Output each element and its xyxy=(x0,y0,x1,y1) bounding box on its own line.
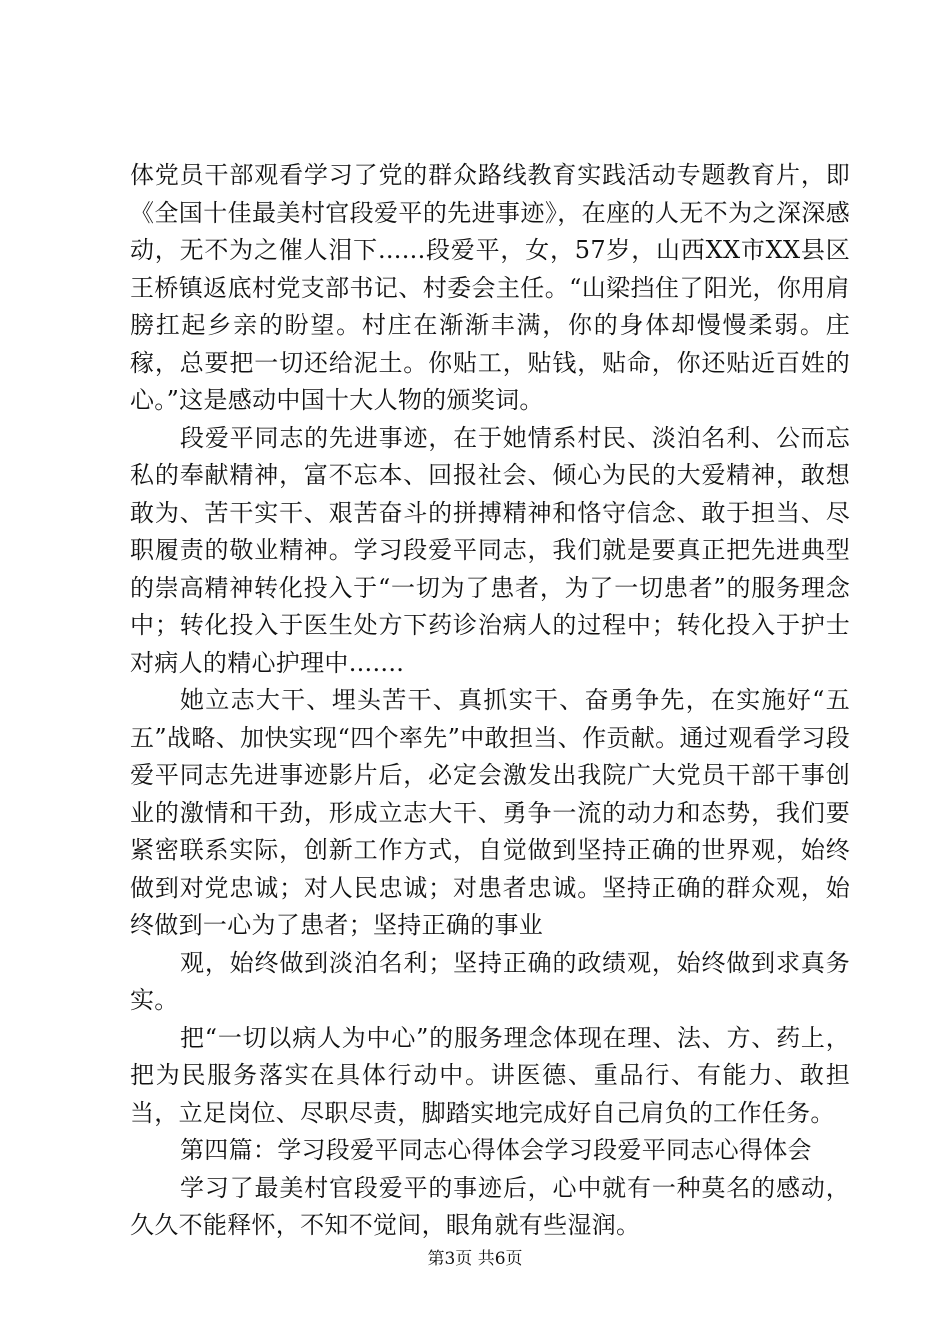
paragraph-3: 她立志大干、埋头苦干、真抓实干、奋勇争先，在实施好“五五”战略、加快实现“四个率先”中敢担当、作贡献。通过观看学习段爱平同志先进事迹影片后，必定会激发出我院广大党员干部干事创业的激情和干劲，形成立志大干、勇争一流的动力和态势，我们要紧密联系实际，创新工作方式，自觉做到坚持正确的世界观，始终做到对党忠诚；对人民忠诚；对患者忠诚。坚持正确的群众观，始终做到一心为了患者；坚持正确的事业 xyxy=(130,686,850,939)
paragraph-4: 观，始终做到淡泊名利；坚持正确的政绩观，始终做到求真务实。 xyxy=(130,948,850,1014)
paragraph-2: 段爱平同志的先进事迹，在于她情系村民、淡泊名利、公而忘私的奉献精神，富不忘本、回报社会、倾心为民的大爱精神，敢想敢为、苦干实干、艰苦奋斗的拼搏精神和恪守信念、敢于担当、尽职履责的敬业精神。学习段爱平同志，我们就是要真正把先进典型的崇高精神转化投入于“一切为了患者，为了一切患者”的服务理念中；转化投入于医生处方下药诊治病人的过程中；转化投入于护士对病人的精心护理中....... xyxy=(130,423,850,677)
section-heading-4: 第四篇：学习段爱平同志心得体会学习段爱平同志心得体会 xyxy=(180,1136,812,1164)
paragraph-5: 把“一切以病人为中心”的服务理念体现在理、法、方、药上，把为民服务落实在具体行动中。讲医德、重品行、有能力、敢担当，立足岗位、尽职尽责，脚踏实地完成好自己肩负的工作任务。 xyxy=(130,1023,850,1127)
paragraph-7: 学习了最美村官段爱平的事迹后，心中就有一种莫名的感动，久久不能释怀，不知不觉间，眼角就有些湿润。 xyxy=(130,1173,850,1239)
paragraph-1: 体党员干部观看学习了党的群众路线教育实践活动专题教育片，即《全国十佳最美村官段爱平的先进事迹》，在座的人无不为之深深感动，无不为之催人泪下......段爱平，女，57岁，山西XX市XX县区王桥镇返底村党支部书记、村委会主任。“山梁挡住了阳光，你用肩膀扛起乡亲的盼望。村庄在渐渐丰满，你的身体却慢慢柔弱。庄稼，总要把一切还给泥土。你贴工，贴钱，贴命，你还贴近百姓的心。”这是感动中国十大人物的颁奖词。 xyxy=(130,161,850,414)
document-body xyxy=(130,157,850,1245)
page-number-footer: 第3页 共6页 xyxy=(427,1249,523,1269)
